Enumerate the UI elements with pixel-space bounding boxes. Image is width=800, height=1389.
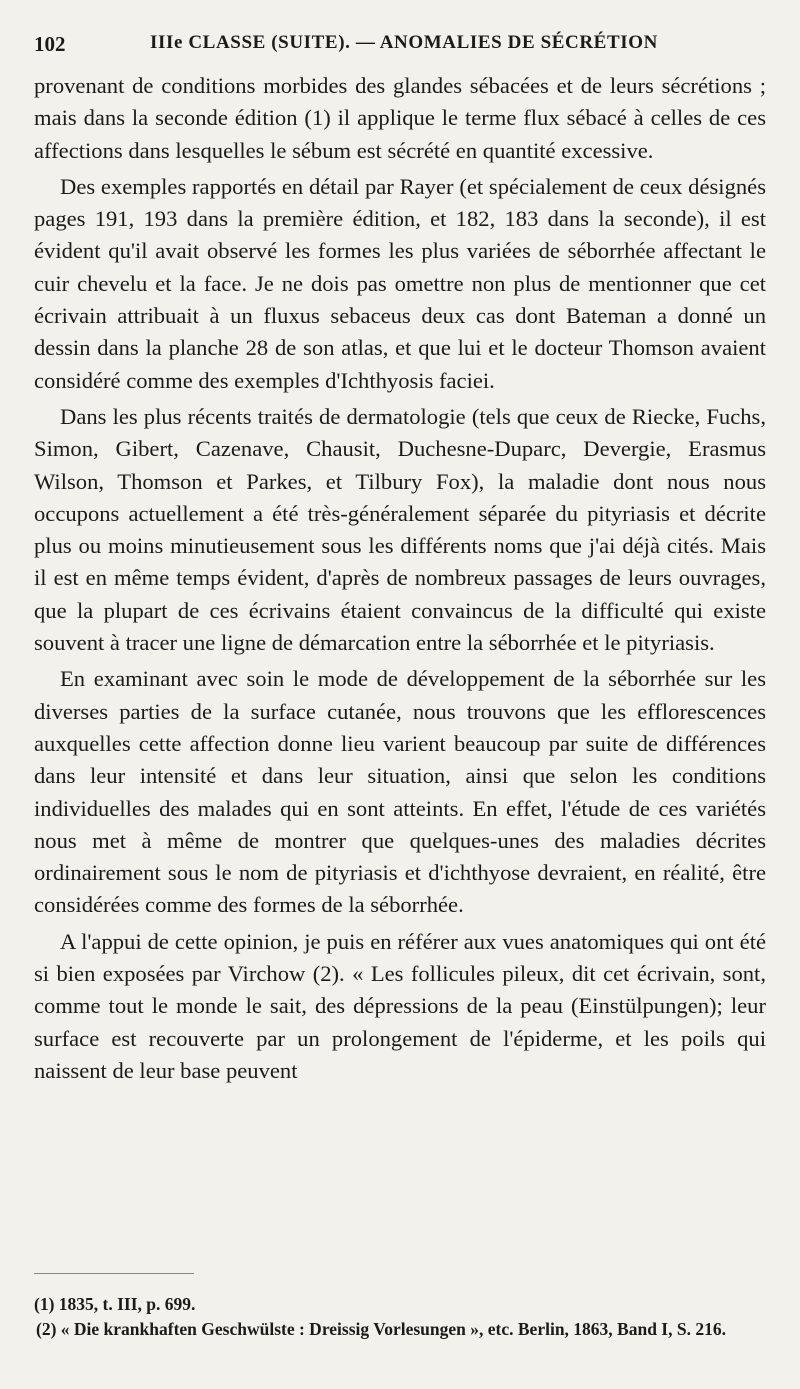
running-head: IIIe CLASSE (SUITE). — ANOMALIES DE SÉCRÉTION — [150, 32, 658, 53]
paragraph-2: Des exemples rapportés en détail par Rayer (et spécialement de ceux désignés pages 191, 193 dans la première édition, et 182, 183 dans la seconde), il est évident qu'il avait observé les formes les plus variées de séborrhée affectant le cuir chevelu et la face. Je ne dois pas omettre non plus de mentionner que cet écrivain attribuait à un fluxus sebaceus deux cas dont Bateman a donné un dessin dans la planche 28 de son atlas, et que lui et le docteur Thomson avaient considéré comme des exemples d'Ichthyosis faciei. — [34, 173, 766, 393]
footnote-2: (2) « Die krankhaften Geschwülste : Dreissig Vorlesungen », etc. Berlin, 1863, Band I, S. 216. — [36, 1319, 726, 1339]
footnote-divider — [34, 1273, 194, 1274]
footnotes — [34, 1292, 766, 1342]
paragraph-1: provenant de conditions morbides des glandes sébacées et de leurs sécrétions ; mais dans la seconde édition (1) il applique le terme flux sébacé à celles de ces affections dans lesquelles le sébum est sécrété en quantité excessive. — [34, 73, 766, 163]
paragraph-4: En examinant avec soin le mode de développement de la séborrhée sur les diverses parties de la surface cutanée, nous trouvons que les efflorescences auxquelles cette affection donne lieu varient beaucoup par suite de différences dans leur intensité et dans leur situation, ainsi que selon les conditions individuelles des malades qui en sont atteints. En effet, l'étude de ces variétés nous met à même de montrer que quelques-unes des maladies décrites ordinairement sous le nom de pityriasis et d'ichthyose devraient, en réalité, être considérées comme des formes de la séborrhée. — [34, 666, 766, 918]
page-header — [34, 30, 774, 66]
footnote-1: (1) 1835, t. III, p. 699. — [34, 1294, 196, 1314]
paragraph-3: Dans les plus récents traités de dermatologie (tels que ceux de Riecke, Fuchs, Simon, Gibert, Cazenave, Chausit, Duchesne-Duparc, Devergie, Erasmus Wilson, Thomson et Parkes, et Tilbury Fox), la maladie dont nous nous occupons actuellement a été très-généralement séparée du pityriasis et décrite plus ou moins minutieusement sous les différents noms que j'ai déjà cités. Mais il est en même temps évident, d'après de nombreux passages de leurs ouvrages, que la plupart de ces écrivains étaient convaincus de la difficulté qui existe souvent à tracer une ligne de démarcation entre la séborrhée et le pityriasis. — [34, 403, 766, 656]
body-text — [34, 70, 766, 1091]
paragraph-5: A l'appui de cette opinion, je puis en référer aux vues anatomiques qui ont été si bien exposées par Virchow (2). « Les follicules pileux, dit cet écrivain, sont, comme tout le monde le sait, des dépressions de la peau (Einstülpungen); leur surface est recouverte par un prolongement de l'épiderme, et les poils qui naissent de leur base peuvent — [34, 928, 766, 1083]
page-number: 102 — [34, 32, 66, 56]
